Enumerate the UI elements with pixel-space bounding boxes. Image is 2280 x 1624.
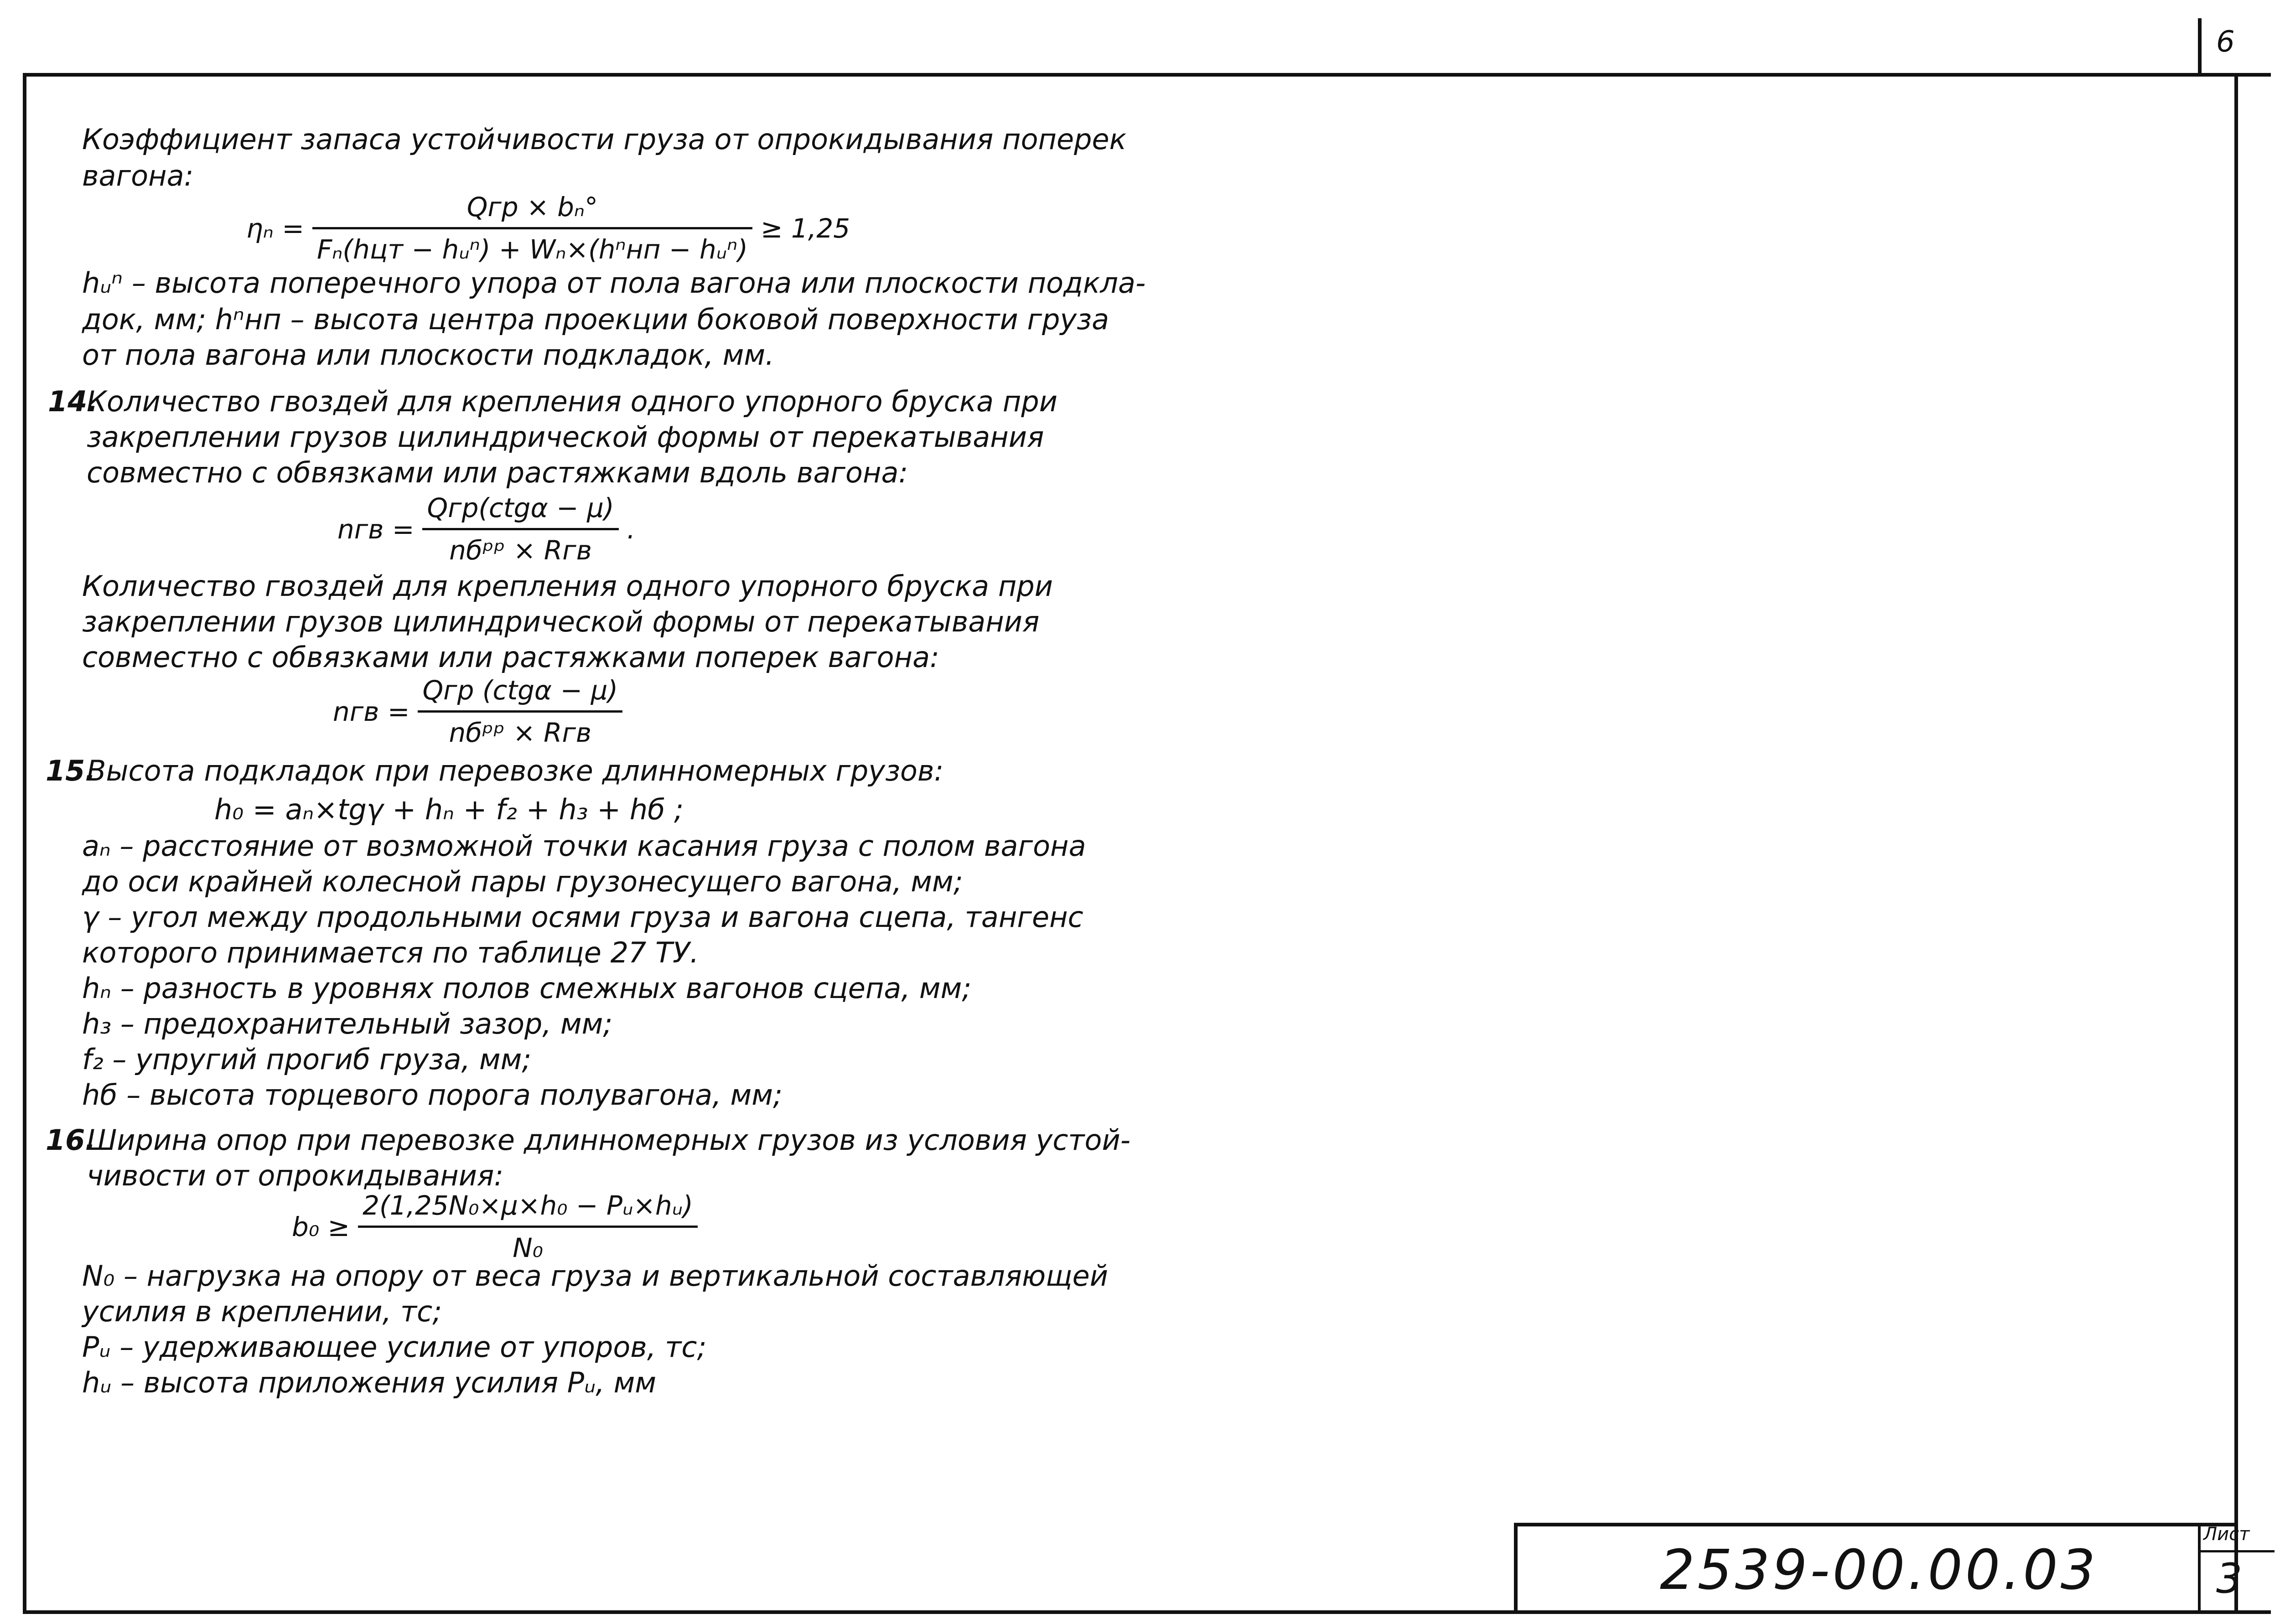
- sheet-cell-separator: [2198, 1550, 2275, 1552]
- page-number: 6: [2216, 25, 2235, 59]
- text-line: которого принимается по таблице 27 ТУ.: [82, 936, 699, 969]
- formula-fraction: [358, 1190, 698, 1263]
- text-line: Pᵤ – удерживающее усилие от упоров, тс;: [82, 1330, 707, 1364]
- frame-right-border: [2234, 73, 2238, 1612]
- formula-lhs: nгв =: [337, 513, 415, 545]
- text-line: hᵤⁿ – высота поперечного упора от пола вагона или плоскости подкла-: [82, 266, 1146, 300]
- page-tab-divider: [2198, 18, 2202, 73]
- frame-left-border: [23, 73, 26, 1612]
- item-number: 16.: [46, 1123, 96, 1157]
- formula-pad-height: h₀ = aₙ×tgγ + hₙ + f₂ + h₃ + hб ;: [214, 793, 684, 826]
- text-line: совместно с обвязками или растяжками поперек вагона:: [82, 641, 939, 674]
- sheet-cell-divider: [2198, 1523, 2201, 1610]
- formula-denominator: Fₙ(hцт − hᵤⁿ) + Wₙ×(hⁿнп − hᵤⁿ): [316, 234, 748, 265]
- document-code: 2539-00.00.03: [1660, 1539, 2099, 1602]
- text-line: усилия в креплении, тс;: [82, 1295, 442, 1328]
- text-line: закреплении грузов цилиндрической формы от перекатывания: [82, 605, 1040, 638]
- formula-rhs: ≥ 1,25: [760, 212, 850, 244]
- formula-numerator: Qгр × bₙ°: [466, 191, 598, 222]
- formula-denominator: nбᵖᵖ × Rгв: [449, 535, 592, 566]
- text-line: вагона:: [82, 159, 194, 192]
- formula-nails-across: [333, 675, 631, 748]
- formula-numerator: Qгр (ctgα − μ): [422, 675, 618, 706]
- formula-support-width: [292, 1190, 706, 1263]
- formula-fraction: [312, 191, 752, 265]
- sheet-number: 3: [2216, 1555, 2243, 1603]
- text-line: hб – высота торцевого порога полувагона, мм;: [82, 1078, 782, 1112]
- sheet-label: Лист: [2203, 1524, 2250, 1545]
- formula-stability: [246, 191, 850, 265]
- item-number: 15.: [46, 754, 96, 787]
- formula-nails-along: [337, 492, 635, 566]
- formula-denominator: N₀: [513, 1232, 543, 1263]
- text-line: γ – угол между продольными осями груза и вагона сцепа, тангенс: [82, 900, 1083, 934]
- text-line: Коэффициент запаса устойчивости груза от опрокидывания поперек: [82, 123, 1127, 156]
- text-line: Количество гвоздей для крепления одного упорного бруска при: [82, 569, 1053, 603]
- text-line: hᵤ – высота приложения усилия Pᵤ, мм: [82, 1366, 657, 1399]
- text-line: до оси крайней колесной пары грузонесущего вагона, мм;: [82, 865, 963, 898]
- formula-numerator: Qгр(ctgα − μ): [427, 492, 614, 523]
- text-line: от пола вагона или плоскости подкладок, мм.: [82, 338, 774, 372]
- text-line: чивости от опрокидывания:: [87, 1159, 504, 1192]
- text-line: Ширина опор при перевозке длинномерных грузов из условия устой-: [87, 1123, 1131, 1157]
- text-line: закреплении грузов цилиндрической формы от перекатывания: [87, 420, 1044, 454]
- text-line: hₙ – разность в уровнях полов смежных вагонов сцепа, мм;: [82, 972, 972, 1005]
- text-line: Количество гвоздей для крепления одного упорного бруска при: [87, 385, 1058, 418]
- text-line: N₀ – нагрузка на опору от веса груза и вертикальной составляющей: [82, 1259, 1109, 1293]
- formula-lhs: nгв =: [333, 696, 410, 727]
- formula-fraction: [422, 492, 618, 566]
- formula-numerator: 2(1,25N₀×μ×h₀ − Pᵤ×hᵤ): [363, 1190, 693, 1221]
- formula-lhs: b₀ ≥: [292, 1211, 350, 1242]
- text-line: h₃ – предохранительный зазор, мм;: [82, 1007, 613, 1040]
- frame-top-border: [23, 73, 2271, 77]
- text-line: aₙ – расстояние от возможной точки касания груза с полом вагона: [82, 829, 1086, 863]
- text-line: f₂ – упругий прогиб груза, мм;: [82, 1043, 532, 1076]
- formula-rhs: .: [627, 513, 636, 545]
- formula-lhs: ηₙ =: [246, 212, 304, 244]
- formula-fraction: [418, 675, 622, 748]
- text-line: Высота подкладок при перевозке длинномерных грузов:: [87, 754, 944, 787]
- text-line: совместно с обвязками или растяжками вдоль вагона:: [87, 456, 908, 489]
- text-line: док, мм; hⁿнп – высота центра проекции боковой поверхности груза: [82, 303, 1109, 336]
- item-number: 14.: [48, 385, 98, 418]
- formula-denominator: nбᵖᵖ × Rгв: [449, 717, 592, 748]
